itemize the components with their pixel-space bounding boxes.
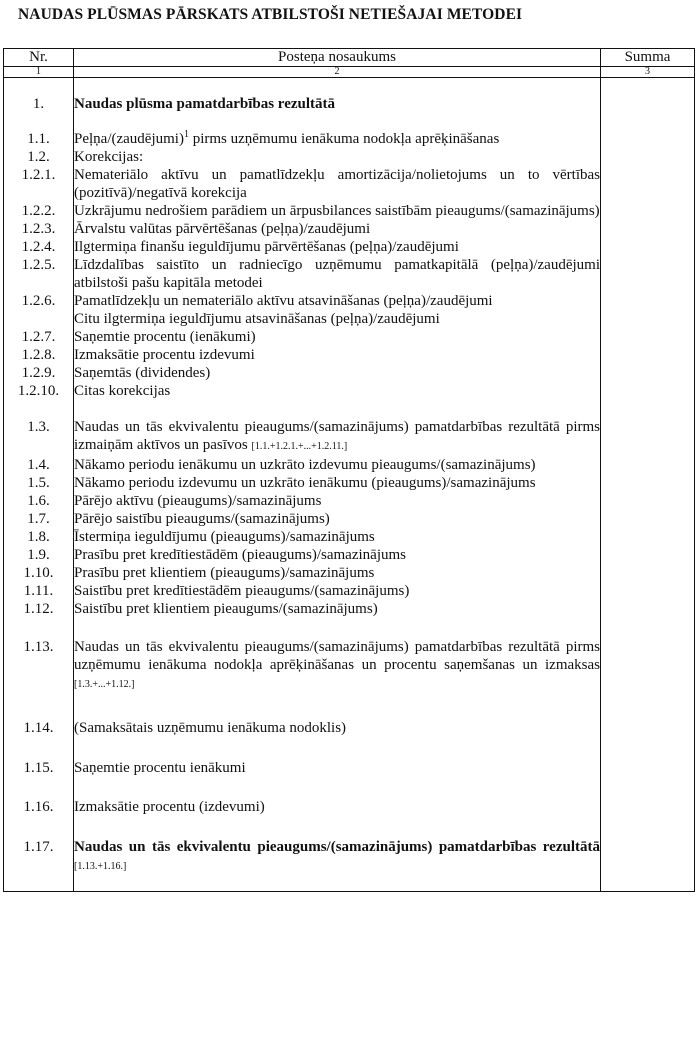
row-sum — [601, 418, 695, 456]
table-row — [4, 474, 695, 492]
table-row — [4, 719, 695, 737]
row-sum — [601, 95, 695, 113]
footnote-marker: 1 — [183, 128, 189, 140]
row-sum — [601, 719, 695, 737]
row-text: Izmaksātie procentu izdevumi — [74, 346, 601, 364]
row-text: Saņemtās (dividendes) — [74, 364, 601, 382]
row-sum — [601, 292, 695, 328]
row-number: 1.11. — [4, 582, 74, 600]
table-row — [4, 492, 695, 510]
table-row — [4, 166, 695, 202]
row-number: 1.6. — [4, 492, 74, 510]
row-sum — [601, 238, 695, 256]
column-index-2: 2 — [74, 67, 601, 78]
row-number: 1.2.1. — [4, 166, 74, 202]
row-sum — [601, 130, 695, 148]
row-sum — [601, 328, 695, 346]
row-sum — [601, 510, 695, 528]
table-row — [4, 130, 695, 148]
row-text: Korekcijas: — [74, 148, 601, 166]
row-number: 1.17. — [4, 838, 74, 876]
row-sum — [601, 166, 695, 202]
table-row — [4, 328, 695, 346]
row-text: Pārējo aktīvu (pieaugums)/samazinājums — [74, 492, 601, 510]
row-text: Saistību pret kredītiestādēm pieaugums/(samazinājums) — [74, 582, 601, 600]
table-row — [4, 638, 695, 694]
row-sum — [601, 638, 695, 694]
cash-flow-table — [3, 48, 695, 892]
row-sum — [601, 546, 695, 564]
row-sum — [601, 346, 695, 364]
row-sum — [601, 492, 695, 510]
row-text: Saņemtie procentu ienākumi — [74, 759, 601, 777]
row-sum — [601, 798, 695, 816]
table-row — [4, 546, 695, 564]
row-text: Saņemtie procentu (ienākumi) — [74, 328, 601, 346]
row-sum — [601, 364, 695, 382]
table-row — [4, 798, 695, 816]
row-number: 1.13. — [4, 638, 74, 694]
table-row — [4, 759, 695, 777]
row-sum — [601, 256, 695, 292]
row-text: Izmaksātie procentu (izdevumi) — [74, 798, 601, 816]
row-text: Naudas un tās ekvivalentu pieaugums/(samazinājums) pamatdarbības rezultātā [1.13.+1.16.] — [74, 838, 601, 876]
table-row — [4, 346, 695, 364]
table-row — [4, 148, 695, 166]
table-row — [4, 528, 695, 546]
row-number: 1.2.9. — [4, 364, 74, 382]
row-sum — [601, 202, 695, 220]
row-text: Līdzdalības saistīto un radniecīgo uzņēmumu pamatkapitālā (peļņa)/zaudējumi atbilstoši pašu kapitāla metodei — [74, 256, 600, 291]
row-text: Naudas plūsma pamatdarbības rezultātā — [74, 95, 601, 113]
row-sum — [601, 600, 695, 618]
page-title: NAUDAS PLŪSMAS PĀRSKATS ATBILSTOŠI NETIEŠAJAI METODEI — [18, 6, 523, 23]
row-text: Prasību pret kredītiestādēm (pieaugums)/samazinājums — [74, 546, 601, 564]
table-row — [4, 600, 695, 618]
table-row — [4, 382, 695, 400]
row-text: Peļņa/(zaudējumi)$^1$ pirms uzņēmumu ienākuma nodokļa aprēķināšanas — [74, 130, 601, 148]
table-row — [4, 95, 695, 113]
formula-reference: [1.13.+1.16.] — [74, 860, 127, 872]
table-row — [4, 256, 695, 292]
header-nr: Nr. — [4, 49, 74, 67]
row-number: 1.2.3. — [4, 220, 74, 238]
row-sum — [601, 456, 695, 474]
row-text: Ilgtermiņa finanšu ieguldījumu pārvērtēšanas (peļņa)/zaudējumi — [74, 238, 601, 256]
row-sum — [601, 220, 695, 238]
formula-reference: [1.3.+...+1.12.] — [74, 678, 135, 690]
row-number: 1.7. — [4, 510, 74, 528]
row-number: 1.2.5. — [4, 256, 74, 292]
row-sum — [601, 582, 695, 600]
row-sum — [601, 564, 695, 582]
table-row — [4, 456, 695, 474]
row-number: 1.2.7. — [4, 328, 74, 346]
column-index-1: 1 — [4, 67, 74, 78]
table-row — [4, 418, 695, 456]
table-row — [4, 220, 695, 238]
row-text: Naudas un tās ekvivalentu pieaugums/(samazinājums) pamatdarbības rezultātā pirms uzņēmumu ienākuma nodokļa aprēķināšanas un procentu saņemšanas un izmaksas [1.3.+...+1.12.] — [74, 638, 601, 694]
table-row — [4, 292, 695, 328]
table-row — [4, 838, 695, 876]
row-sum — [601, 148, 695, 166]
row-text: Pamatlīdzekļu un nemateriālo aktīvu atsavināšanas (peļņa)/zaudējumi Citu ilgtermiņa ieguldījumu atsavināšanas (peļņa)/zaudējumi — [74, 292, 601, 328]
row-number: 1.4. — [4, 456, 74, 474]
row-sum — [601, 838, 695, 876]
row-text: (Samaksātais uzņēmumu ienākuma nodoklis) — [74, 719, 601, 737]
table-row — [4, 364, 695, 382]
formula-reference: [1.1.+1.2.1.+...+1.2.11.] — [251, 440, 348, 452]
row-text: Saistību pret klientiem pieaugums/(samazinājums) — [74, 600, 601, 618]
row-text: Uzkrājumu nedrošiem parādiem un ārpusbilances saistībām pieaugums/(samazinājums) — [74, 202, 600, 219]
column-index-row — [4, 67, 695, 78]
row-number: 1.16. — [4, 798, 74, 816]
row-number: 1.2.8. — [4, 346, 74, 364]
table-row — [4, 238, 695, 256]
row-number: 1.1. — [4, 130, 74, 148]
header-row — [4, 49, 695, 67]
row-sum — [601, 474, 695, 492]
row-number: 1.2.4. — [4, 238, 74, 256]
row-text: Pārējo saistību pieaugums/(samazinājums) — [74, 510, 601, 528]
row-sum — [601, 382, 695, 400]
row-number: 1.14. — [4, 719, 74, 737]
table-row — [4, 202, 695, 220]
header-sum: Summa — [601, 49, 695, 67]
row-text: Prasību pret klientiem (pieaugums)/samazinājums — [74, 564, 601, 582]
row-number: 1. — [4, 95, 74, 113]
row-text: Ārvalstu valūtas pārvērtēšanas (peļņa)/zaudējumi — [74, 220, 601, 238]
row-number: 1.2.10. — [4, 382, 74, 400]
column-index-3: 3 — [601, 67, 695, 78]
row-number: 1.2.2. — [4, 202, 74, 220]
row-text: Citas korekcijas — [74, 382, 601, 400]
row-number: 1.2. — [4, 148, 74, 166]
row-number: 1.2.6. — [4, 292, 74, 328]
table-row — [4, 510, 695, 528]
row-sum — [601, 528, 695, 546]
header-name: Posteņa nosaukums — [74, 49, 601, 67]
table-row — [4, 582, 695, 600]
row-text: Nākamo periodu ienākumu un uzkrāto izdevumu pieaugums/(samazinājums) — [74, 456, 601, 474]
row-number: 1.15. — [4, 759, 74, 777]
row-text: Nākamo periodu izdevumu un uzkrāto ienākumu (pieaugums)/samazinājums — [74, 474, 601, 492]
row-number: 1.9. — [4, 546, 74, 564]
row-text: Naudas un tās ekvivalentu pieaugums/(samazinājums) pamatdarbības rezultātā pirms izmaiņām aktīvos un pasīvos [1.1.+1.2.1.+...+1.2.11.] — [74, 418, 601, 456]
row-text: Īstermiņa ieguldījumu (pieaugums)/samazinājums — [74, 528, 601, 546]
row-number: 1.12. — [4, 600, 74, 618]
row-text: Nemateriālo aktīvu un pamatlīdzekļu amortizācija/nolietojums un to vērtības (pozitīvā)/negatīvā korekcija — [74, 166, 600, 201]
row-number: 1.3. — [4, 418, 74, 456]
row-sum — [601, 759, 695, 777]
row-number: 1.10. — [4, 564, 74, 582]
table-row — [4, 564, 695, 582]
row-number: 1.5. — [4, 474, 74, 492]
row-number: 1.8. — [4, 528, 74, 546]
